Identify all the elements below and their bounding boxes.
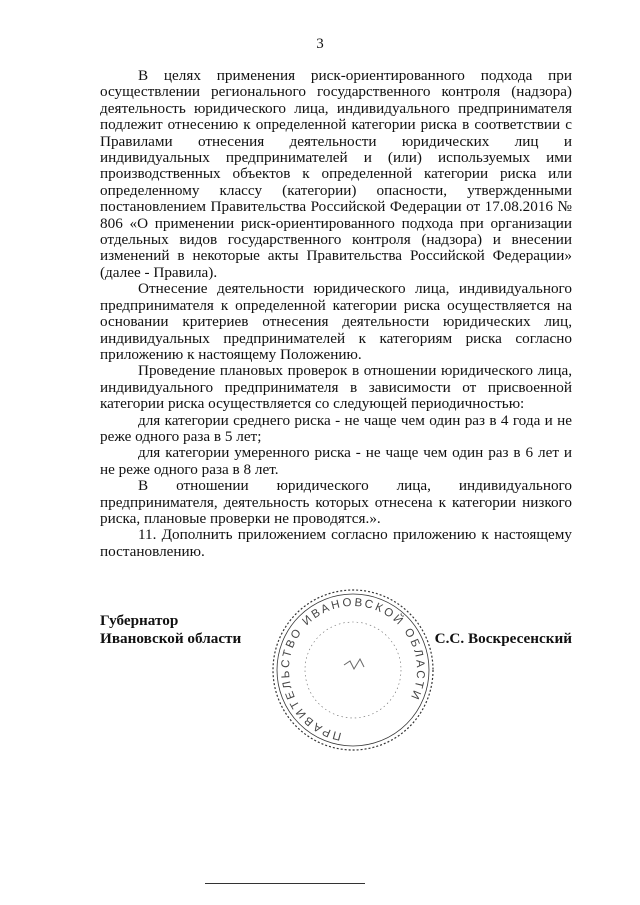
seal-text: ПРАВИТЕЛЬСТВО ИВАНОВСКОЙ ОБЛАСТИ: [279, 596, 427, 742]
paragraph-risk-approach: В целях применения риск-ориентированного подхода при осуществлении регионального государственного контроля (надзора) деятельность юридического лица, индивидуального предпринимателя подлежит отнесению к определенной категории риска в соответствии с Правилами отнесения деятельности юридических лиц и индивидуальных предпринимателей и (или) используемых ими производственных объектов к определенной категории риска или определенному классу (категории) опасности, утвержденными постановлением Правительства Российской Федерации от 17.08.2016 № 806 «О применении риск-ориентированного подхода при организации отдельных видов государственного контроля (надзора) и внесении изменений в некоторые акты Правительства Российской Федерации» (далее - Правила).: [100, 67, 572, 281]
official-seal: [268, 585, 438, 755]
paragraph-risk-assignment: Отнесение деятельности юридического лица, индивидуального предпринимателя к определенной категории риска осуществляется на основании критериев отнесения деятельности юридических лиц, индивидуальных предпринимателей к категориям риска согласно приложению к настоящему Положению.: [100, 280, 572, 363]
document-body: [100, 68, 572, 560]
paragraph-low-risk: В отношении юридического лица, индивидуального предпринимателя, деятельность которых отнесена к категории низкого риска, плановые проверки не проводятся.».: [100, 477, 572, 527]
paragraph-item-11: 11. Дополнить приложением согласно приложению к настоящему постановлению.: [100, 526, 572, 560]
page-number: 3: [316, 36, 324, 52]
signatory-position: [100, 612, 241, 648]
footer-divider: [205, 883, 365, 884]
signatory-region: Ивановской области: [100, 630, 242, 647]
signatory-name: С.С. Воскресенский: [434, 630, 572, 647]
paragraph-moderate-risk: для категории умеренного риска - не чаще чем один раз в 6 лет и не реже одного раза в 8 лет.: [100, 444, 572, 478]
svg-text:ПРАВИТЕЛЬСТВО ИВАНОВСКОЙ ОБЛАС: [268, 585, 438, 755]
paragraph-medium-risk: для категории среднего риска - не чаще чем один раз в 4 года и не реже одного раза в 5 лет;: [100, 411, 572, 445]
paragraph-planned-inspections: Проведение плановых проверок в отношении юридического лица, индивидуального предпринимателя в зависимости от присвоенной категории риска осуществляется со следующей периодичностью:: [100, 362, 572, 413]
signatory-title: Губернатор: [100, 612, 179, 629]
